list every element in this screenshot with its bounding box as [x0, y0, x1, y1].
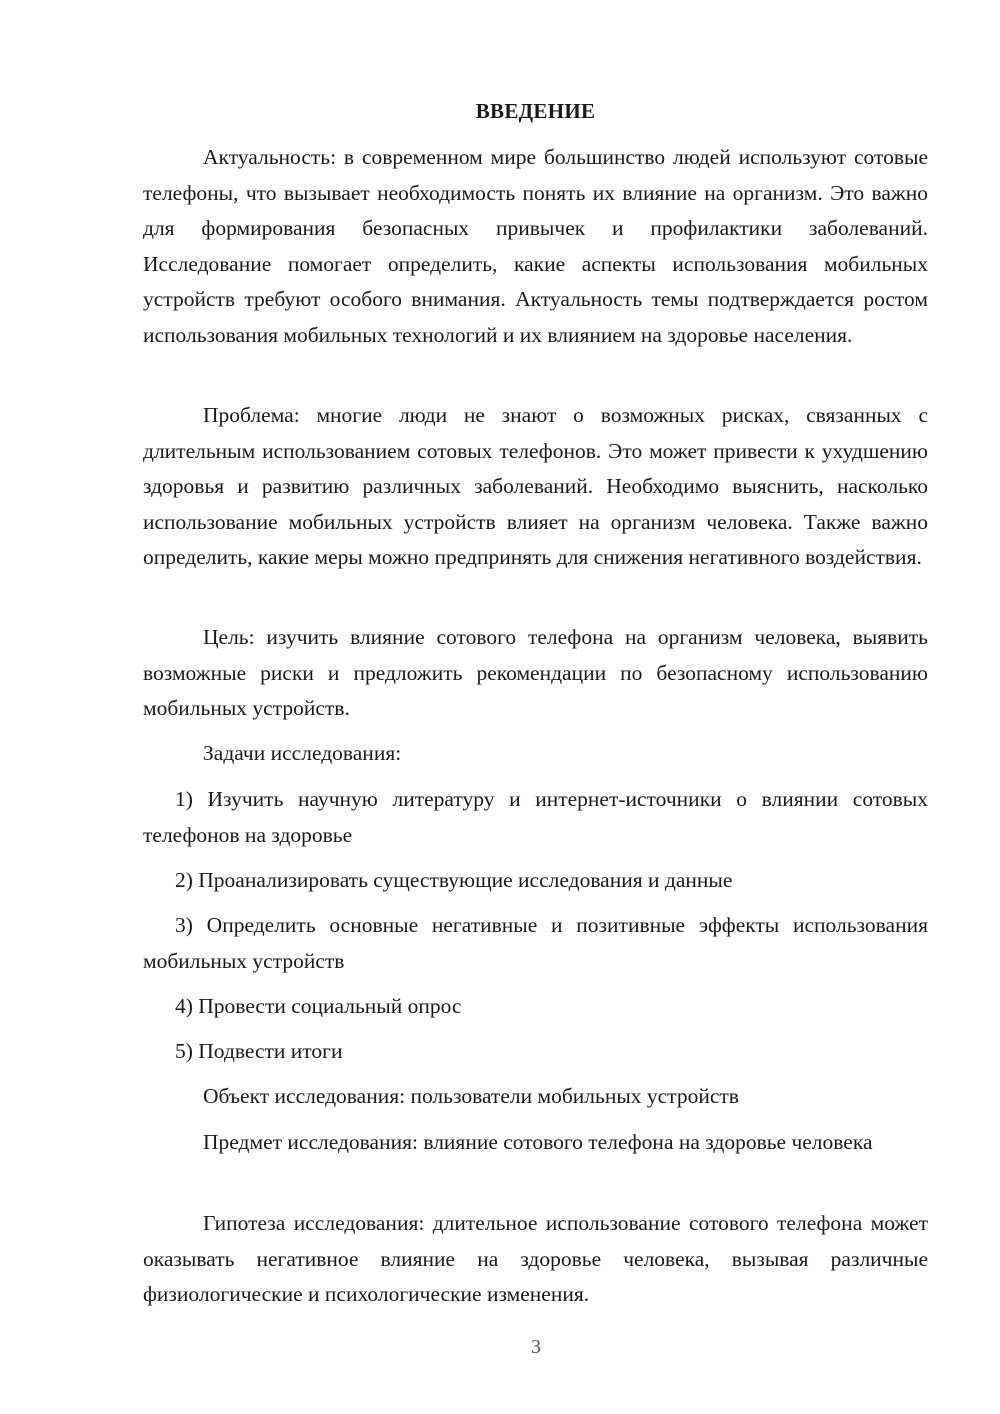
paragraph-object: Объект исследования: пользователи мобильных устройств [203, 1084, 739, 1108]
tasks-heading: Задачи исследования: [203, 741, 402, 765]
task-item-2: 2) Проанализировать существующие исследования и данные [175, 868, 733, 892]
paragraph-goal: Цель: изучить влияние сотового телефона на организм человека, выявить возможные риски и предложить рекомендации по безопасному использованию мобильных устройств. [143, 625, 928, 720]
paragraph-hypothesis: Гипотеза исследования: длительное использование сотового телефона может оказывать негативное влияние на здоровье человека, вызывая различные физиологические и психологические изменения. [143, 1211, 928, 1306]
task-item-4: 4) Провести социальный опрос [175, 994, 462, 1018]
task-item-3: 3) Определить основные негативные и позитивные эффекты использования мобильных устройств [143, 913, 928, 973]
paragraph-problem: Проблема: многие люди не знают о возможных рисках, связанных с длительным использованием сотовых телефонов. Это может привести к ухудшению здоровья и развитию различных заболеваний. Необходимо выяснить, насколько использование мобильных устройств влияет на организм человека. Также важно определить, какие меры можно предпринять для снижения негативного воздействия. [143, 403, 928, 569]
task-item-5: 5) Подвести итоги [175, 1039, 343, 1063]
paragraph-subject: Предмет исследования: влияние сотового телефона на здоровье человека [203, 1130, 873, 1154]
page-number: 3 [531, 1336, 541, 1358]
paragraph-relevance: Актуальность: в современном мире большинство людей используют сотовые телефоны, что вызывает необходимость понять их влияние на организм. Это важно для формирования безопасных привычек и профилактики заболеваний. Исследование помогает определить, какие аспекты использования мобильных устройств требуют особого внимания. Актуальность темы подтверждается ростом использования мобильных технологий и их влиянием на здоровье населения. [143, 145, 928, 347]
section-title: ВВЕДЕНИЕ [475, 99, 596, 123]
task-item-1: 1) Изучить научную литературу и интернет-источники о влиянии сотовых телефонов на здоровье [143, 787, 928, 847]
